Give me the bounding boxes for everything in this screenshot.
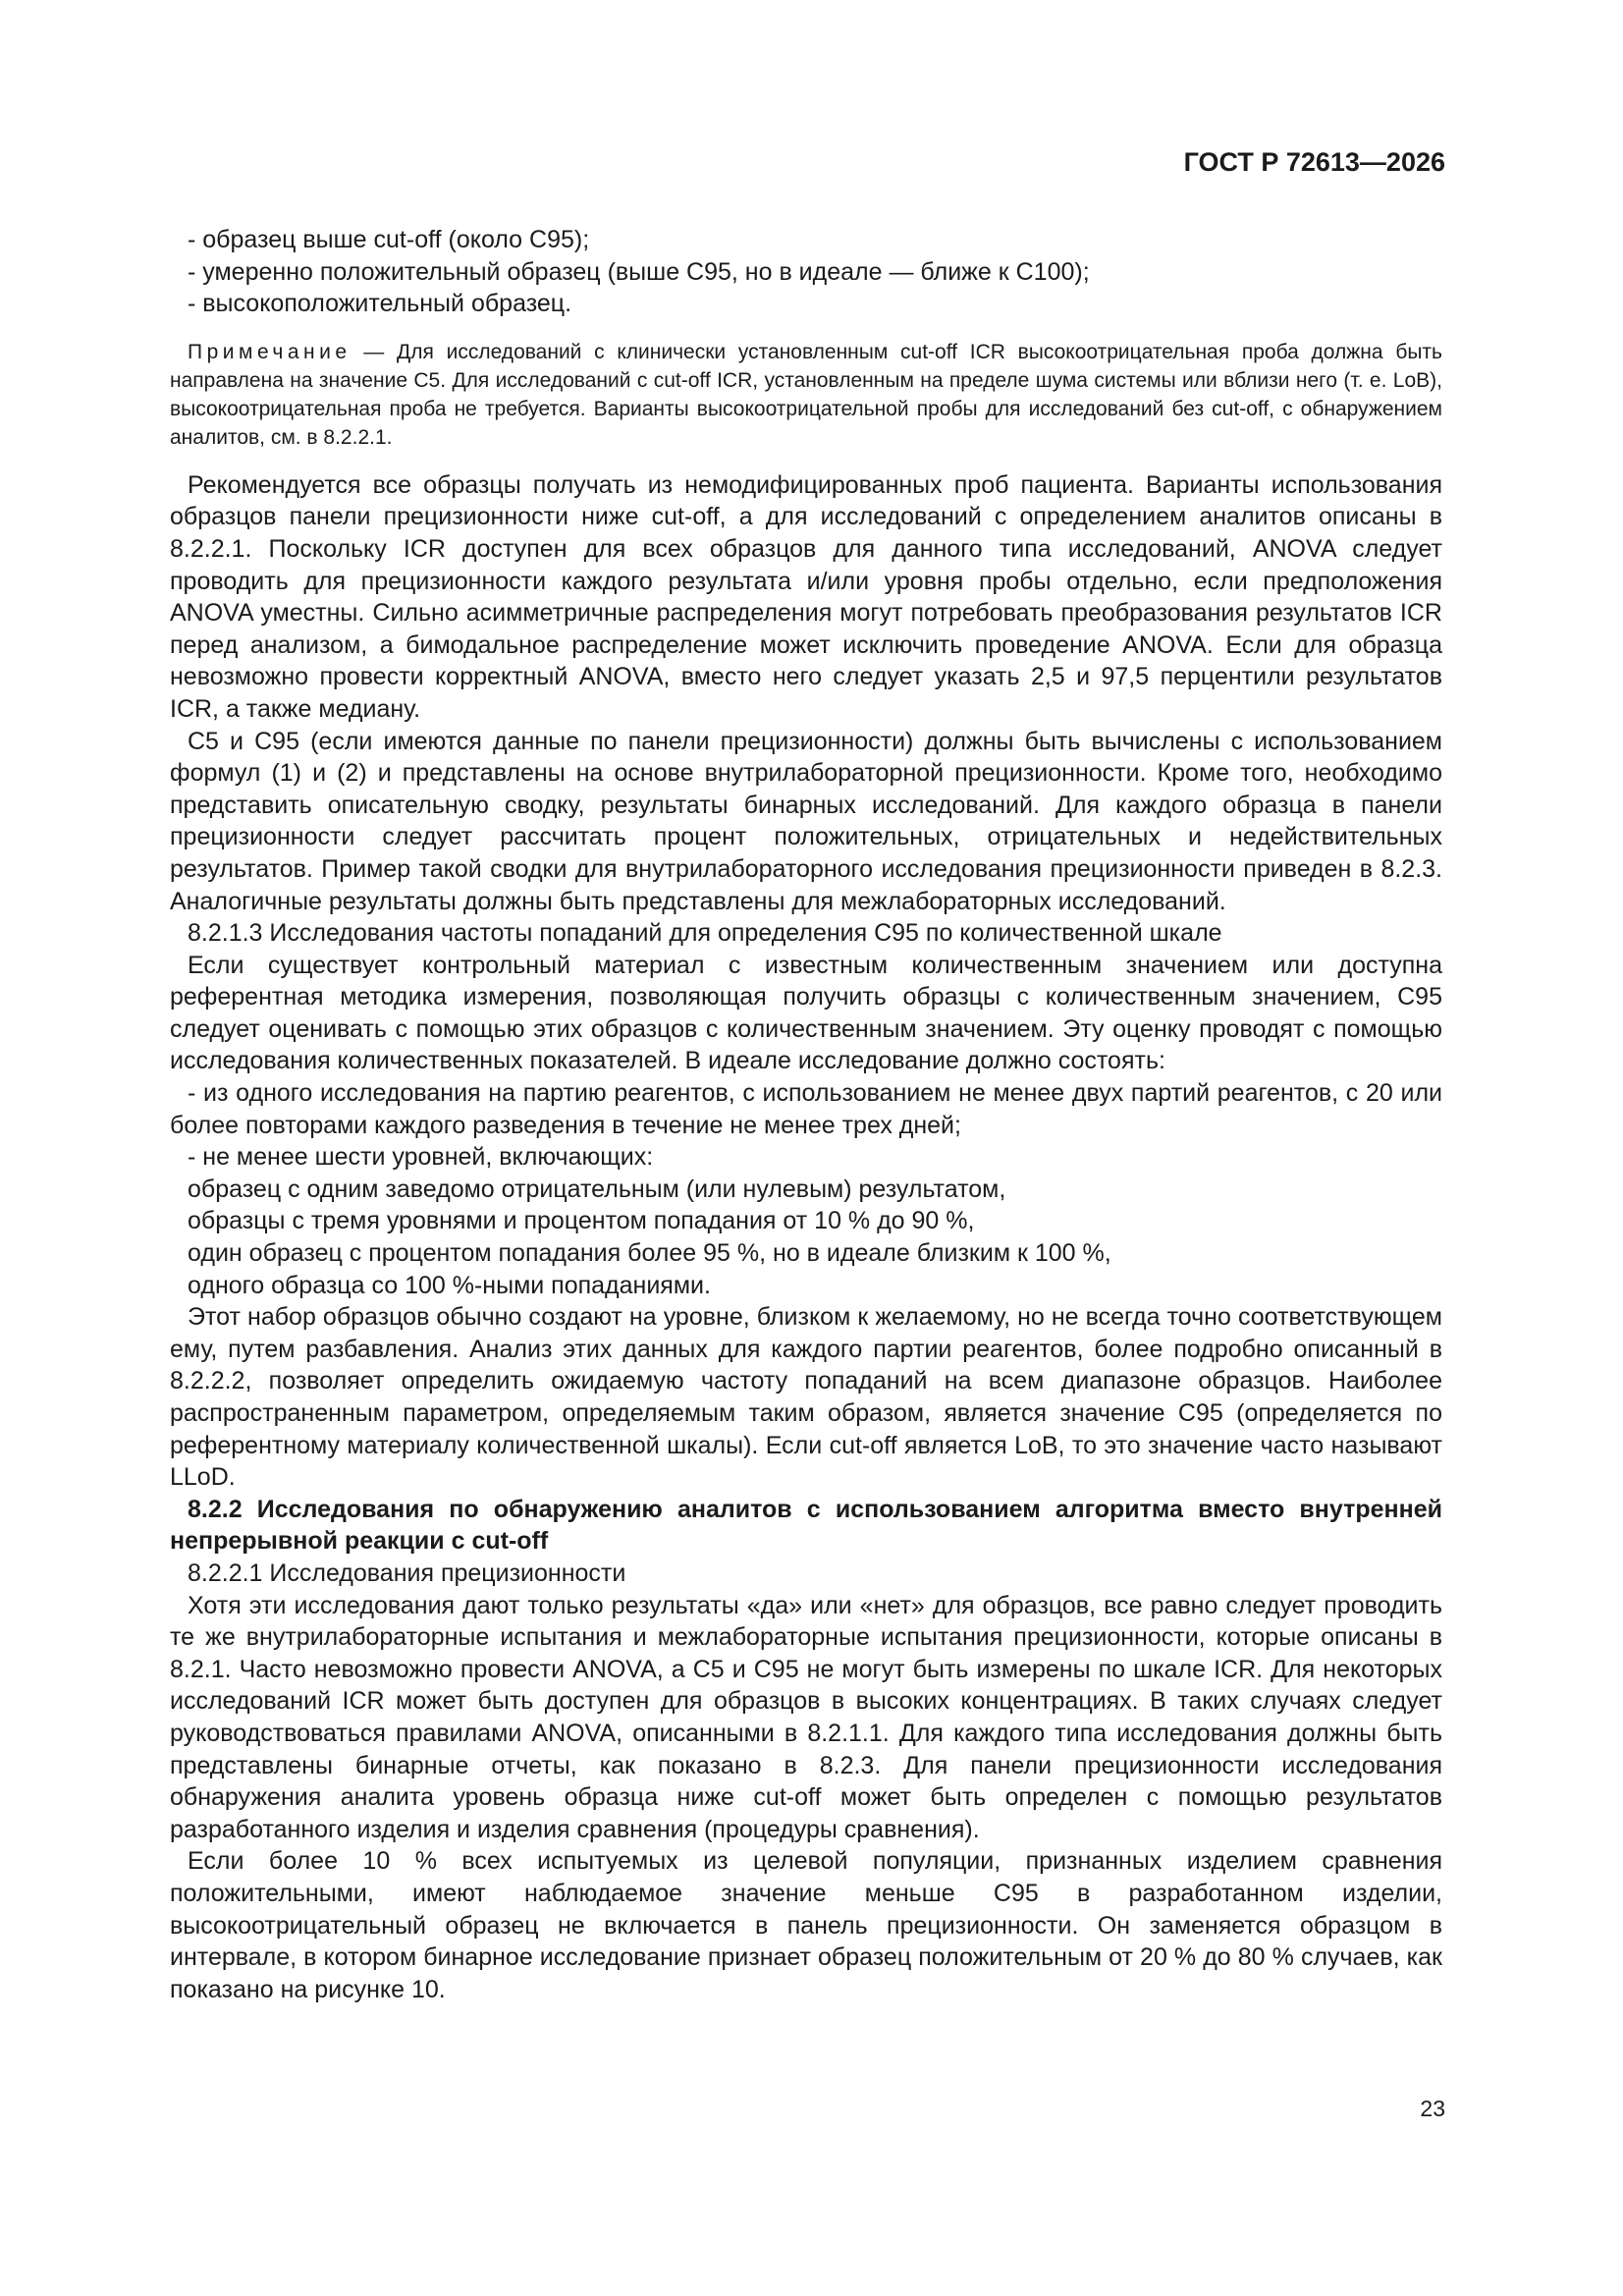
list-item: - умеренно положительный образец (выше С95, но в идеале — ближе к С100); bbox=[188, 257, 1090, 286]
section-title-8-2-2: 8.2.2 Исследования по обнаружению аналитов с использованием алгоритма вместо внутренней непрерывной реакции с cut-off bbox=[170, 1495, 1442, 1556]
note-label: Примечание bbox=[188, 340, 352, 363]
body-paragraph: Этот набор образцов обычно создают на уровне, близком к желаемому, но не всегда точно соответствующем ему, путем разбавления. Анализ этих данных для каждого партии реагентов, более подробно описанный в 8.2.2.2, позволяет определить ожидаемую частоту попаданий на всем диапазоне образцов. Наиболее распространенным параметром, определяемым таким образом, является значение С95 (определяется по референтному материалу количественной шкалы). Если cut-off является LoB, то это значение часто называют LLoD. bbox=[170, 1303, 1442, 1492]
body-paragraph: Если существует контрольный материал с известным количественным значением или доступна референтная методика измерения, позволяющая получить образцы с количественным значением, С95 следует оценивать с помощью этих образцов с количественным значением. Эту оценку проводят с помощью исследования количественных показателей. В идеале исследование должно состоять: bbox=[170, 951, 1442, 1075]
sub-list-item: один образец с процентом попадания более 95 %, но в идеале близким к 100 %, bbox=[188, 1239, 1111, 1268]
sub-list-item: одного образца со 100 %-ными попаданиями. bbox=[188, 1271, 711, 1299]
body-paragraph: С5 и С95 (если имеются данные по панели прецизионности) должны быть вычислены с использованием формул (1) и (2) и представлены на основе внутрилабораторной прецизионности. Кроме того, необходимо представить описательную сводку, результаты бинарных исследований. Для каждого образца в панели прецизионности следует рассчитать процент положительных, отрицательных и недействительных результатов. Пример такой сводки для внутрилабораторного исследования прецизионности приведен в 8.2.3. Аналогичные результаты должны быть представлены для межлабораторных исследований. bbox=[170, 727, 1442, 915]
note-paragraph bbox=[170, 338, 1442, 452]
section-title-8-2-1-3: 8.2.1.3 Исследования частоты попаданий для определения С95 по количественной шкале bbox=[188, 919, 1222, 948]
body-paragraph: Хотя эти исследования дают только результаты «да» или «нет» для образцов, все равно следует проводить те же внутрилабораторные испытания и межлабораторные испытания прецизионности, которые описаны в 8.2.1. Часто невозможно провести ANOVA, а С5 и С95 не могут быть измерены по шкале ICR. Для некоторых исследований ICR может быть доступен для образцов в высоких концентрациях. В таких случаях следует руководствоваться правилами ANOVA, описанными в 8.2.1.1. Для каждого типа исследования должны быть представлены бинарные отчеты, как показано в 8.2.3. Для панели прецизионности исследования обнаружения аналита уровень образца ниже cut-off может быть определен с помощью результатов разработанного изделия и изделия сравнения (процедуры сравнения). bbox=[170, 1591, 1442, 1843]
page-content bbox=[170, 224, 1442, 2005]
section-title-8-2-2-1: 8.2.2.1 Исследования прецизионности bbox=[188, 1558, 626, 1587]
note-text: — Для исследований с клинически установленным cut-off ICR высокоотрицательная проба должна быть направлена на значение С5. Для исследований с cut-off ICR, установленным на пределе шума системы или вблизи него (т. е. LoB), высокоотрицательная проба не требуется. Варианты высокоотрицательной пробы для исследований без cut-off, с обнаружением аналитов, см. в 8.2.2.1. bbox=[170, 340, 1442, 449]
body-paragraph: Если более 10 % всех испытуемых из целевой популяции, признанных изделием сравнения положительными, имеют наблюдаемое значение меньше С95 в разработанном изделии, высокоотрицательный образец не включается в панель прецизионности. Он заменяется образцом в интервале, в котором бинарное исследование признает образец положительным от 20 % до 80 % случаев, как показано на рисунке 10. bbox=[170, 1847, 1442, 2003]
list-item: - образец выше cut-off (около С95); bbox=[188, 226, 590, 253]
list-item: - не менее шести уровней, включающих: bbox=[188, 1143, 654, 1172]
page-number: 23 bbox=[1420, 2096, 1445, 2121]
body-paragraph: Рекомендуется все образцы получать из немодифицированных проб пациента. Варианты использования образцов панели прецизионности ниже cut-off, а для исследований с определением аналитов описаны в 8.2.2.1. Поскольку ICR доступен для всех образцов для данного типа исследований, ANOVA следует проводить для прецизионности каждого результата и/или уровня пробы отдельно, если предположения ANOVA уместны. Сильно асимметричные распределения могут потребовать преобразования результатов ICR перед анализом, а бимодальное распределение может исключить проведение ANOVA. Если для образца невозможно провести корректный ANOVA, вместо него следует указать 2,5 и 97,5 перцентили результатов ICR, а также медиану. bbox=[170, 470, 1442, 723]
list-item: - из одного исследования на партию реагентов, с использованием не менее двух партий реагентов, с 20 или более повторами каждого разведения в течение не менее трех дней; bbox=[170, 1079, 1442, 1139]
standard-code-header: ГОСТ Р 72613—2026 bbox=[1183, 147, 1445, 177]
sub-list-item: образец с одним заведомо отрицательным (или нулевым) результатом, bbox=[188, 1175, 1006, 1203]
sub-list-item: образцы с тремя уровнями и процентом попадания от 10 % до 90 %, bbox=[188, 1207, 975, 1235]
list-item: - высокоположительный образец. bbox=[188, 290, 572, 318]
